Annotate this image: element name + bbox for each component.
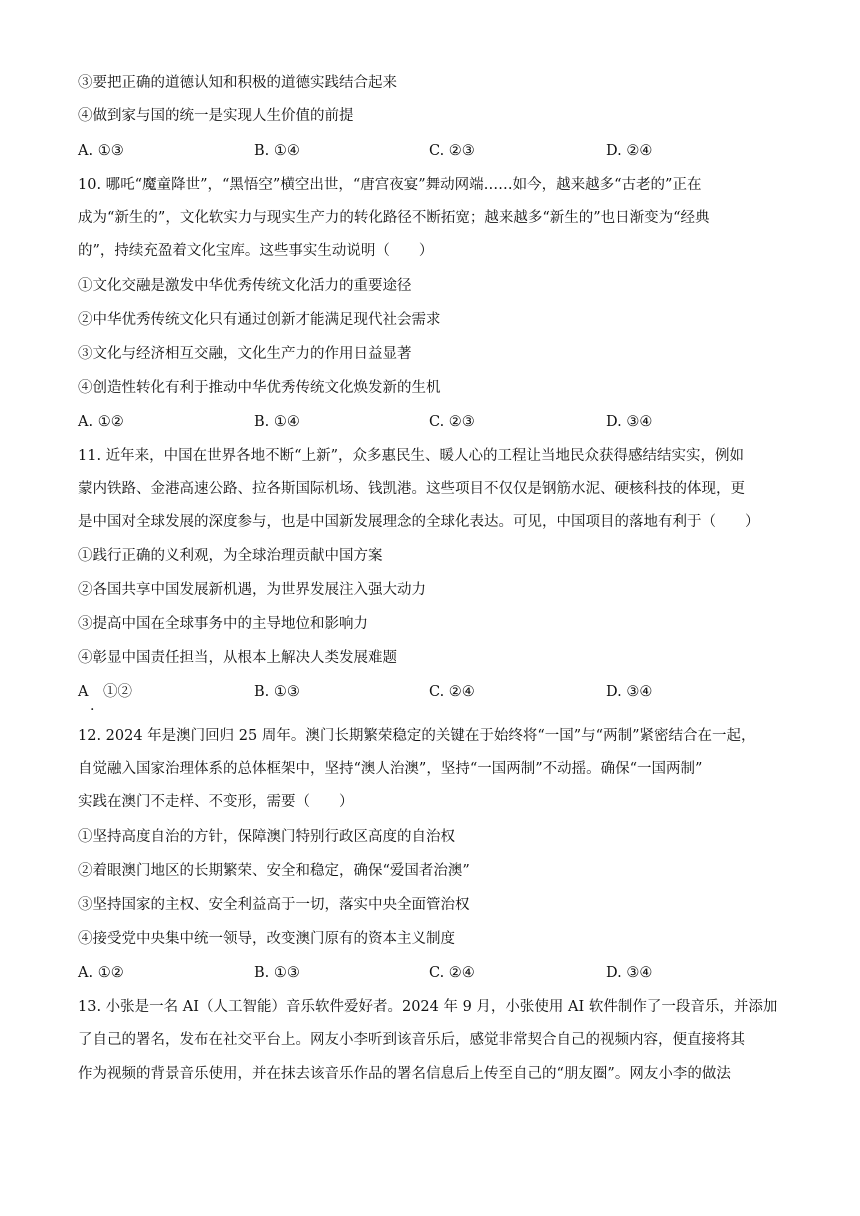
q11-stem-line-3: 是中国对全球发展的深度参与，也是中国新发展理念的全球化表达。可见，中国项目的落地有利于（ ） <box>78 514 760 530</box>
q11-options <box>78 682 798 714</box>
q11-statement-2: ②各国共享中国发展新机遇，为世界发展注入强大动力 <box>78 582 426 598</box>
q12-option-d[interactable]: D. ③④ <box>606 965 653 981</box>
q13-stem-line-2: 了自己的署名，发布在社交平台上。网友小李听到该音乐后，感觉非常契合自己的视频内容，便直接将其 <box>78 1032 745 1048</box>
q10-stem-line-1: 10. 哪吒“魔童降世”，“黑悟空”横空出世，“唐宫夜宴”舞动网端……如今，越来越多“古老的”正在 <box>78 177 702 193</box>
q11-option-b[interactable]: B. ①③ <box>254 684 300 700</box>
q12-stem-line-3: 实践在澳门不走样、不变形，需要（ ） <box>78 794 354 810</box>
q12-statement-2: ②着眼澳门地区的长期繁荣、安全和稳定，确保“爱国者治澳” <box>78 863 470 879</box>
q11-option-d[interactable]: D. ③④ <box>606 684 653 700</box>
q10-statement-2: ②中华优秀传统文化只有通过创新才能满足现代社会需求 <box>78 312 441 328</box>
q13-stem-line-3: 作为视频的背景音乐使用，并在抹去该音乐作品的署名信息后上传至自己的“朋友圈”。网友小李的做法 <box>78 1066 731 1082</box>
q9-statement-3: ③要把正确的道德认知和积极的道德实践结合起来 <box>78 75 397 91</box>
q12-options <box>78 963 798 983</box>
q11-statement-4: ④彰显中国责任担当，从根本上解决人类发展难题 <box>78 650 397 666</box>
q12-stem-line-1: 12. 2024 年是澳门回归 25 周年。澳门长期繁荣稳定的关键在于始终将“一国”与“两制”紧密结合在一起， <box>78 728 756 744</box>
q10-statement-3: ③文化与经济相互交融，文化生产力的作用日益显著 <box>78 346 412 362</box>
q10-stem-line-2: 成为“新生的”，文化软实力与现实生产力的转化路径不断拓宽；越来越多“新生的”也日渐变为“经典 <box>78 210 710 226</box>
q11-option-a-dot: . <box>90 698 95 714</box>
q11-statement-3: ③提高中国在全球事务中的主导地位和影响力 <box>78 616 368 632</box>
q12-statement-3: ③坚持国家的主权、安全利益高于一切，落实中央全面管治权 <box>78 897 470 913</box>
q10-stem-line-3: 的”，持续充盈着文化宝库。这些事实生动说明（ ） <box>78 243 434 259</box>
q10-option-d[interactable]: D. ③④ <box>606 414 653 430</box>
q10-statement-1: ①文化交融是激发中华优秀传统文化活力的重要途径 <box>78 278 412 294</box>
q11-stem-line-2: 蒙内铁路、金港高速公路、拉各斯国际机场、钱凯港。这些项目不仅仅是钢筋水泥、硬核科技的体现，更 <box>78 481 745 497</box>
q11-stem-line-1: 11. 近年来，中国在世界各地不断“上新”，众多惠民生、暖人心的工程让当地民众获得感结结实实，例如 <box>78 448 744 464</box>
q12-option-b[interactable]: B. ①③ <box>254 965 300 981</box>
q10-options <box>78 412 798 432</box>
q12-option-a[interactable]: A. ①② <box>78 965 124 981</box>
q10-option-a[interactable]: A. ①② <box>78 414 124 430</box>
q10-option-b[interactable]: B. ①④ <box>254 414 300 430</box>
q11-option-a[interactable]: A ①② <box>78 684 132 700</box>
q9-option-c[interactable]: C. ②③ <box>429 143 475 159</box>
q9-option-d[interactable]: D. ②④ <box>606 143 653 159</box>
q12-stem-line-2: 自觉融入国家治理体系的总体框架中，坚持“澳人治澳”，坚持“一国两制”不动摇。确保“一国两制” <box>78 761 703 777</box>
q10-statement-4: ④创造性转化有利于推动中华优秀传统文化焕发新的生机 <box>78 380 441 396</box>
q9-option-a[interactable]: A. ①③ <box>78 143 124 159</box>
q9-options <box>78 141 798 161</box>
q12-statement-1: ①坚持高度自治的方针，保障澳门特别行政区高度的自治权 <box>78 829 455 845</box>
q11-statement-1: ①践行正确的义利观，为全球治理贡献中国方案 <box>78 548 383 564</box>
q9-option-b[interactable]: B. ①④ <box>254 143 300 159</box>
q13-stem-line-1: 13. 小张是一名 AI（人工智能）音乐软件爱好者。2024 年 9 月，小张使用 AI 软件制作了一段音乐，并添加 <box>78 999 778 1015</box>
q12-statement-4: ④接受党中央集中统一领导，改变澳门原有的资本主义制度 <box>78 931 455 947</box>
q11-option-c[interactable]: C. ②④ <box>429 684 475 700</box>
q10-option-c[interactable]: C. ②③ <box>429 414 475 430</box>
q9-statement-4: ④做到家与国的统一是实现人生价值的前提 <box>78 108 354 124</box>
q12-option-c[interactable]: C. ②④ <box>429 965 475 981</box>
